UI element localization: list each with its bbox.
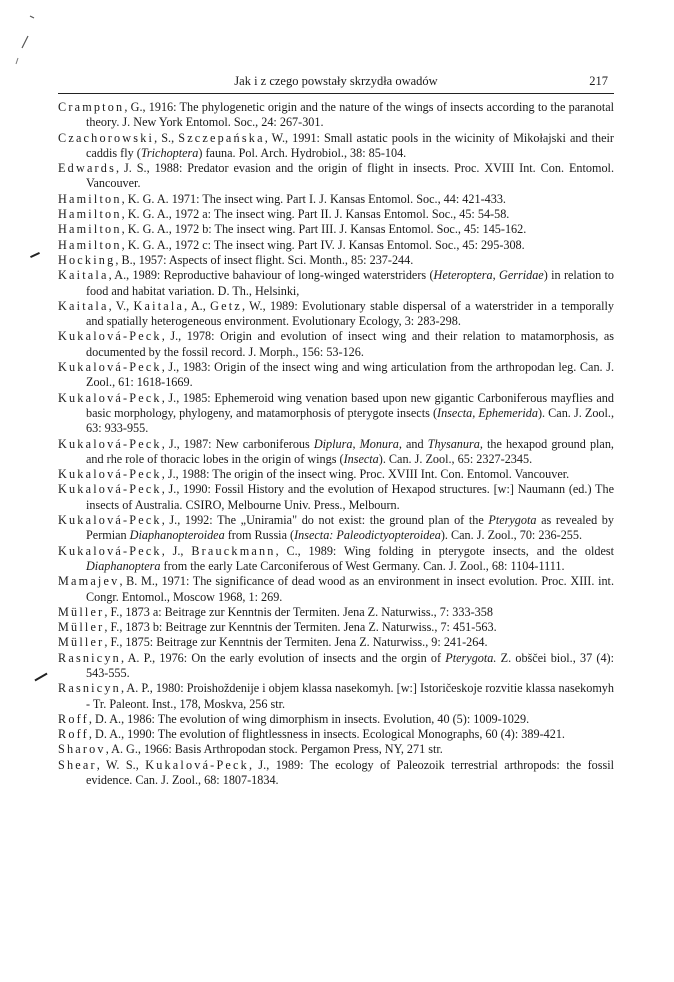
reference-entry: Sharov, A. G., 1966: Basis Arthropodan stock. Pergamon Press, NY, 271 str.: [58, 742, 443, 757]
reference-entry: Müller, F., 1875: Beitrage zur Kenntnis der Termiten. Jena Z. Naturwiss., 9: 241-264.: [58, 635, 488, 650]
reference-entry: Hamilton, K. G. A. 1971: The insect wing. Part I. J. Kansas Entomol. Soc., 44: 421-433.: [58, 191, 506, 206]
reference-entry: Hamilton, K. G. A., 1972 c: The insect wing. Part IV. J. Kansas Entomol. Soc., 45: 295-308.: [58, 237, 525, 252]
reference-entry: Mamajev, B. M., 1971: The significance of dead wood as an environment in insect evolution. Proc. XIII. int. Congr. Entomol., Moscow 1968, 1: 269.: [58, 574, 614, 604]
reference-entry: Shear, W. S., Kukalová-Peck, J., 1989: The ecology of Paleozoik terrestrial arthropods: the fossil evidence. Can. J. Zool., 68: 1807-1834.: [58, 757, 614, 788]
reference-entry: Kukalová-Peck, J., Brauckmann, C., 1989: Wing folding in pterygote insects, and the oldest Diaphanoptera from the early Late Carconiferous of West Germany. Can. J. Zool., 68: 1104-1111.: [58, 543, 614, 573]
reference-entry: Kukalová-Peck, J., 1987: New carboniferous Diplura, Monura, and Thysanura, the hexapod ground plan, and rhe role of thoracic lobes in the origin of wings (Insecta). Can. J. Zool., 65: 2327-2345.: [58, 436, 614, 466]
reference-entry: Kaitala, V., Kaitala, A., Getz, W., 1989: Evolutionary stable dispersal of a waterstrider in a temporally and spatially heterogeneous environment. Evolutionary Ecology, 3: 283-298.: [58, 298, 614, 329]
reference-entry: Kukalová-Peck, J., 1978: Origin and evolution of insect wing and their relation to matamorphosis, as documented by the fossil record. J. Morph., 156: 53-126.: [58, 329, 614, 359]
reference-entry: Roff, D. A., 1990: The evolution of flightlessness in insects. Ecological Monographs, 60 (4): 389-421.: [58, 727, 565, 742]
reference-entry: Kukalová-Peck, J., 1990: Fossil History and the evolution of Hexapod structures. [w:] Naumann (ed.) The insects of Australia. CSIRO, Melbourne Univ. Press., Melbourn.: [58, 482, 614, 512]
running-header: [60, 74, 612, 92]
reference-entry: Kaitala, A., 1989: Reproductive bahaviour of long-winged waterstriders (Heteroptera, Gerridae) in relation to food and habitat variation. D. Th., Helsinki,: [58, 268, 614, 298]
reference-entry: Müller, F., 1873 b: Beitrage zur Kenntnis der Termiten. Jena Z. Naturwiss., 7: 451-563.: [58, 620, 497, 635]
reference-entry: Czachorowski, S., Szczepańska, W., 1991: Small astatic pools in the wicinity of Mikołajski and their caddis fly (Trichoptera) fauna. Pol. Arch. Hydrobiol., 38: 85-104.: [58, 130, 614, 160]
margin-dash-mark: [34, 673, 47, 682]
reference-entry: Roff, D. A., 1986: The evolution of wing dimorphism in insects. Evolution, 40 (5): 1009-1029.: [58, 711, 530, 726]
header-rule: [58, 93, 614, 94]
reference-entry: Kukalová-Peck, J., 1988: The origin of the insect wing. Proc. XVIII Int. Con. Entomol. Vancouver.: [58, 467, 570, 482]
reference-entry: Müller, F., 1873 a: Beitrage zur Kenntnis der Termiten. Jena Z. Naturwiss., 7: 333-358: [58, 604, 493, 619]
reference-entry: Hamilton, K. G. A., 1972 b: The insect wing. Part III. J. Kansas Entomol. Soc., 45: 145-162.: [58, 222, 527, 237]
reference-entry: Kukalová-Peck, J., 1985: Ephemeroid wing venation based upon new gigantic Carboniferous mayflies and basic morphology, phylogeny, and matamorphosis of pterygote insects (Insecta, Ephemerida). Can. J. Zool., 63: 933-955.: [58, 390, 614, 436]
reference-list: [58, 100, 614, 788]
reference-entry: Hamilton, K. G. A., 1972 a: The insect wing. Part II. J. Kansas Entomol. Soc., 45: 54-58.: [58, 207, 510, 222]
reference-entry: Edwards, J. S., 1988: Predator evasion and the origin of flight in insects. Proc. XVIII Int. Con. Entomol. Vancouver.: [58, 161, 614, 191]
margin-dash-mark: [30, 252, 40, 258]
reference-entry: Rasnicyn, A. P., 1980: Proishoždenije i objem klassa nasekomyh. [w:] Istoričeskoje rozvitie klassa nasekomyh - Tr. Paleont. Inst., 178, Moskva, 256 str.: [58, 681, 614, 711]
page-number: 217: [589, 74, 608, 88]
reference-entry: Rasnicyn, A. P., 1976: On the early evolution of insects and the orgin of Pterygota. Z. obščei biol., 37 (4): 543-555.: [58, 650, 615, 680]
reference-entry: Kukalová-Peck, J., 1983: Origin of the insect wing and wing articulation from the arthropodan leg. Can. J. Zool., 61: 1618-1669.: [58, 360, 614, 390]
reference-entry: Crampton, G., 1916: The phylogenetic origin and the nature of the wings of insects according to the paranotal theory. J. New York Entomol. Soc., 24: 267-301.: [58, 100, 614, 130]
reference-entry: Kukalová-Peck, J., 1992: The „Uniramia" do not exist: the ground plan of the Pterygota as revealed by Permian Diaphanopteroidea from Russia (Insecta: Paleodictyopteroidea). Can. J. Zool., 70: 236-255.: [58, 513, 614, 543]
pen-mark-icon: [10, 6, 40, 66]
running-title: Jak i z czego powstały skrzydła owadów: [234, 74, 438, 88]
reference-entry: Hocking, B., 1957: Aspects of insect flight. Sci. Month., 85: 237-244.: [58, 252, 414, 267]
